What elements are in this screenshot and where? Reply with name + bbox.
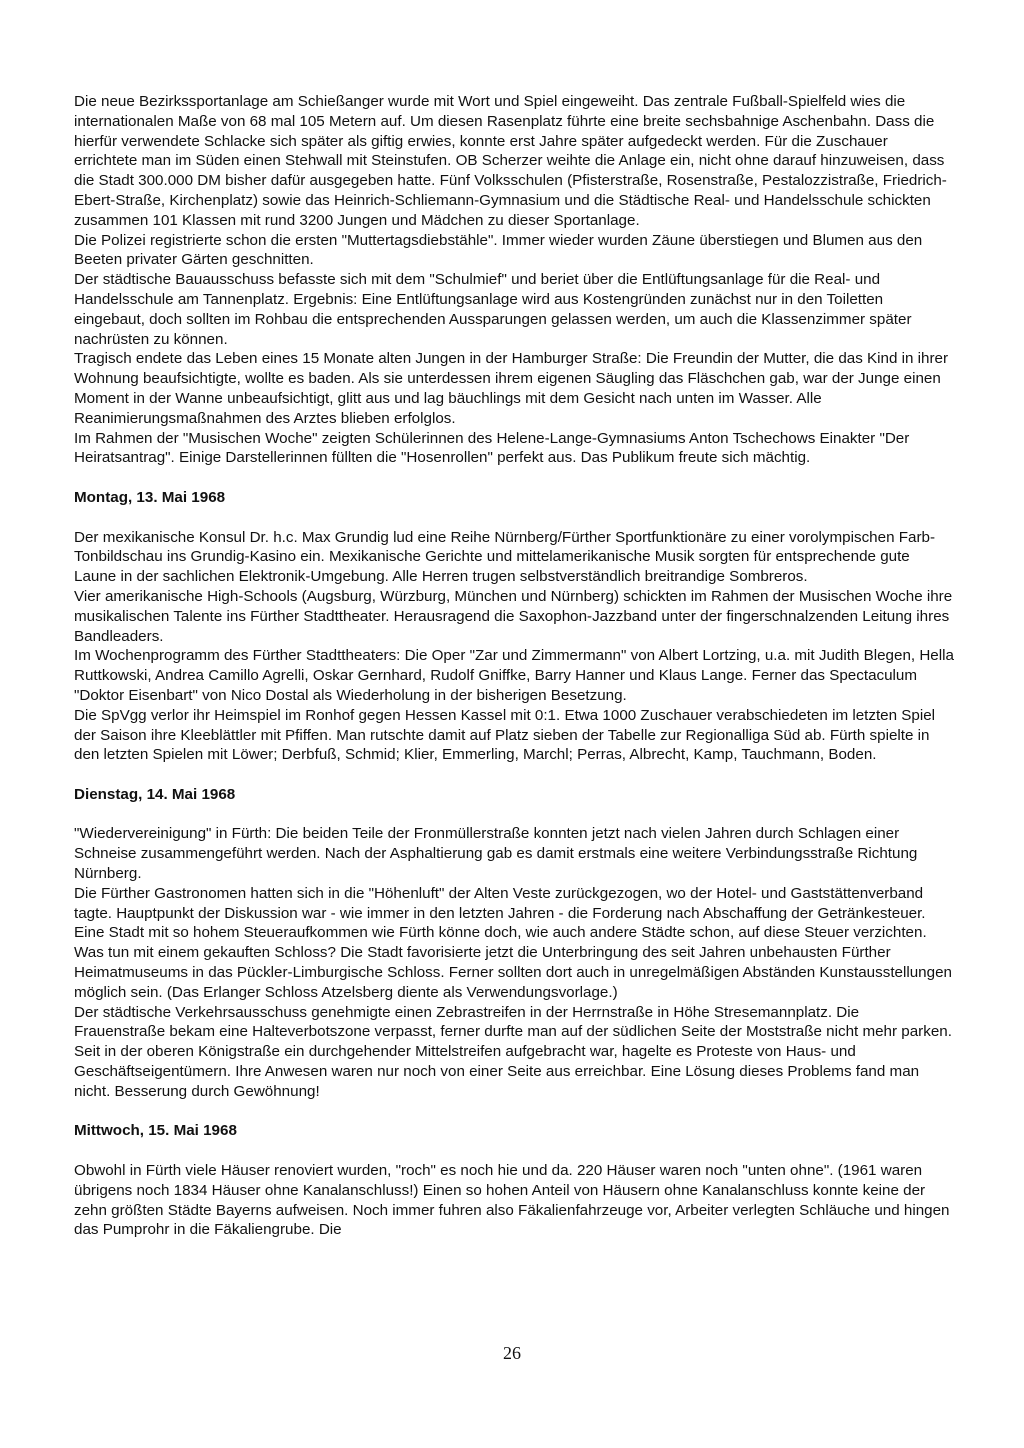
- paragraph: Der städtische Verkehrsausschuss genehmigte einen Zebrastreifen in der Herrnstraße in Höhe Stresemannplatz. Die Frauenstraße bekam eine Halteverbotszone verpasst, ferner durfte man auf der südlichen Seite der Moststraße nicht mehr parken. Seit in der oberen Königstraße ein durchgehender Mittelstreifen aufgebracht war, hagelte es Proteste von Haus- und Geschäftseigentümern. Ihre Anwesen waren nur noch von einer Seite aus erreichbar. Eine Lösung dieses Problems fand man nicht. Besserung durch Gewöhnung!: [74, 1003, 952, 1100]
- paragraph: Die Polizei registrierte schon die ersten "Muttertagsdiebstähle". Immer wieder wurden Zäune überstiegen und Blumen aus den Beeten privater Gärten geschnitten.: [74, 231, 923, 269]
- paragraph: Vier amerikanische High-Schools (Augsburg, Würzburg, München und Nürnberg) schickten im Rahmen der Musischen Woche ihre musikalischen Talente ins Fürther Stadttheater. Herausragend die Saxophon-Jazzband unter der fingerschnalzenden Leitung ihres Bandleaders.: [74, 587, 953, 645]
- date-heading: Dienstag, 14. Mai 1968: [74, 785, 236, 803]
- paragraph: Die SpVgg verlor ihr Heimspiel im Ronhof gegen Hessen Kassel mit 0:1. Etwa 1000 Zuschauer verabschiedeten im letzten Spiel der Saison ihre Kleeblättler mit Pfiffen. Man rutschte damit auf Platz sieben der Tabelle zur Regionalliga Süd ab. Fürth spielte in den letzten Spielen mit Löwer; Derbfuß, Schmid; Klier, Emmerling, Marchl; Perras, Albrecht, Kamp, Tauchmann, Boden.: [74, 706, 936, 764]
- day-section-tuesday: [74, 785, 954, 1102]
- day-section-wednesday: [74, 1121, 954, 1240]
- page-number: 26: [503, 1343, 521, 1363]
- paragraph: "Wiedervereinigung" in Fürth: Die beiden Teile der Fronmüllerstraße konnten jetzt nach vielen Jahren durch Schlagen einer Schneise zusammengeführt werden. Nach der Asphaltierung gab es damit erstmals eine weitere Verbindungsstraße Richtung Nürnberg.: [74, 825, 918, 883]
- intro-section: [74, 92, 954, 468]
- paragraph: Was tun mit einem gekauften Schloss? Die Stadt favorisierte jetzt die Unterbringung des seit Jahren unbehausten Fürther Heimatmuseums in das Pückler-Limburgische Schloss. Ferner sollten dort auch in unregelmäßigen Abständen Kunstausstellungen möglich sein. (Das Erlanger Schloss Atzelsberg diente als Verwendungsvorlage.): [74, 944, 952, 1001]
- paragraph: Im Wochenprogramm des Fürther Stadttheaters: Die Oper "Zar und Zimmermann" von Albert Lortzing, u.a. mit Judith Blegen, Hella Ruttkowski, Andrea Camillo Agrelli, Oskar Gernhard, Rudolf Gniffke, Barry Hanner und Klaus Lange. Ferner das Spectaculum "Doktor Eisenbart" von Nico Dostal als Wiederholung in der bisherigen Besetzung.: [74, 647, 954, 704]
- date-heading: Montag, 13. Mai 1968: [74, 488, 226, 506]
- paragraph: Die Fürther Gastronomen hatten sich in die "Höhenluft" der Alten Veste zurückgezogen, wo der Hotel- und Gaststättenverband tagte. Hauptpunkt der Diskussion war - wie immer in den letzten Jahren - die Forderung nach Abschaffung der Getränkesteuer. Eine Stadt mit so hohem Steueraufkommen wie Fürth könne doch, wie auch andere Städte schon, auf diese Steuer verzichten.: [74, 884, 927, 942]
- day-section-monday: [74, 488, 954, 765]
- paragraph: Tragisch endete das Leben eines 15 Monate alten Jungen in der Hamburger Straße: Die Freundin der Mutter, die das Kind in ihrer Wohnung beaufsichtigte, wollte es baden. Als sie unterdessen ihrem eigenen Säugling das Fläschchen gab, war der Junge einen Moment in der Wanne unbeaufsichtigt, glitt aus und lag bäuchlings mit dem Gesicht nach unten im Wasser. Alle Reanimierungsmaßnahmen des Arztes blieben erfolglos.: [74, 350, 949, 427]
- paragraph: Die neue Bezirkssportanlage am Schießanger wurde mit Wort und Spiel eingeweiht. Das zentrale Fußball-Spielfeld wies die internationalen Maße von 68 mal 105 Metern auf. Um diesen Rasenplatz führte eine breite sechsbahnige Aschenbahn. Dass die hierfür verwendete Schlacke sich später als giftig erwies, konnte erst Jahre später aufgedeckt werden. Für die Zuschauer errichtete man im Süden einen Stehwall mit Steinstufen. OB Scherzer weihte die Anlage ein, nicht ohne darauf hinzuweisen, dass die Stadt 300.000 DM bisher dafür ausgegeben hatte. Fünf Volksschulen (Pfisterstraße, Rosenstraße, Pestalozzistraße, Friedrich-Ebert-Straße, Kirchenplatz) sowie das Heinrich-Schliemann-Gymnasium und die Städtische Real- und Handelsschule schickten zusammen 101 Klassen mit rund 3200 Jungen und Mädchen zu dieser Sportanlage.: [74, 93, 947, 229]
- paragraph: Der städtische Bauausschuss befasste sich mit dem "Schulmief" und beriet über die Entlüftungsanlage für die Real- und Handelsschule am Tannenplatz. Ergebnis: Eine Entlüftungsanlage wird aus Kostengründen zunächst nur in den Toiletten eingebaut, doch sollten im Rohbau die entsprechenden Aussparungen gelassen werden, um auch die Klassenzimmer später nachrüsten zu können.: [74, 271, 912, 348]
- document-body: [74, 92, 954, 1240]
- date-heading: Mittwoch, 15. Mai 1968: [74, 1122, 237, 1140]
- paragraph: Der mexikanische Konsul Dr. h.c. Max Grundig lud eine Reihe Nürnberg/Fürther Sportfunktionäre zu einer vorolympischen Farb-Tonbildschau ins Grundig-Kasino ein. Mexikanische Gerichte und mittelamerikanische Musik sorgten für entsprechende gute Laune in der sachlichen Elektronik-Umgebung. Alle Herren trugen selbstverständlich breitrandige Sombreros.: [74, 528, 936, 586]
- paragraph: Im Rahmen der "Musischen Woche" zeigten Schülerinnen des Helene-Lange-Gymnasiums Anton Tschechows Einakter "Der Heiratsantrag". Einige Darstellerinnen füllten die "Hosenrollen" perfekt aus. Das Publikum freute sich mächtig.: [74, 429, 910, 467]
- paragraph: Obwohl in Fürth viele Häuser renoviert wurden, "roch" es noch hie und da. 220 Häuser waren noch "unten ohne". (1961 waren übrigens noch 1834 Häuser ohne Kanalanschluss!) Einen so hohen Anteil von Häusern ohne Kanalanschluss konnte keine der zehn größten Städte Bayerns aufweisen. Noch immer fuhren also Fäkalienfahrzeuge vor, Arbeiter verlegten Schläuche und hingen das Pumprohr in die Fäkaliengrube. Die: [74, 1162, 950, 1239]
